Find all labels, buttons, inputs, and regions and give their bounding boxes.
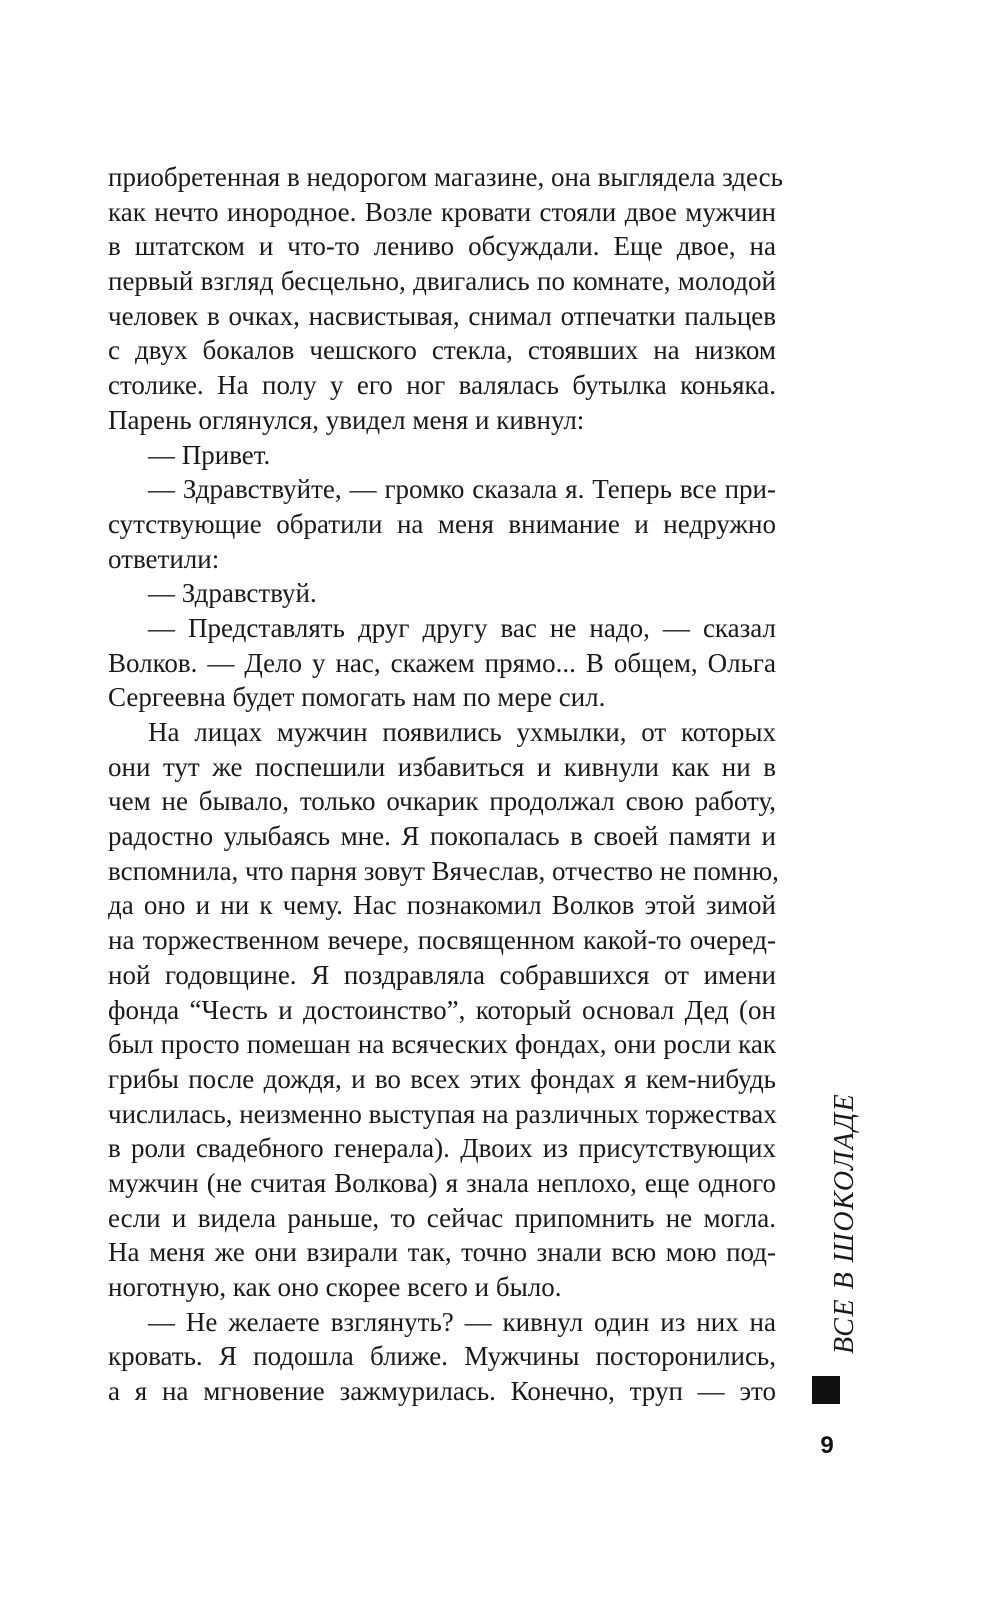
text-line: грибы после дождя, и во всех этих фондах я кем-нибудь [108, 1063, 776, 1094]
text-line: с двух бокалов чешского стекла, стоявших на низком [108, 335, 776, 366]
text-line: ной годовщине. Я поздравляла собравшихся от имени [108, 959, 776, 990]
text-line: радостно улыбаясь мне. Я покопалась в своей памяти и [108, 821, 776, 852]
section-marker-square [812, 1376, 840, 1404]
text-line: был просто помешан на всяческих фондах, они росли как [108, 1029, 776, 1060]
text-line: приобретенная в недорогом магазине, она выглядела здесь [108, 162, 783, 192]
text-line: вспомнила, что парня зовут Вячеслав, отчество не помню, [108, 855, 779, 886]
text-line: — Здравствуйте, — громко сказала я. Теперь все при- [148, 474, 776, 505]
text-line: да оно и ни к чему. Нас познакомил Волков этой зимой [108, 890, 776, 921]
text-line: Сергеевна будет помогать нам по мере сил. [108, 682, 606, 713]
text-line: а я на мгновение зажмурилась. Конечно, труп — это [108, 1376, 776, 1407]
text-line: ноготную, как оно скорее всего и было. [108, 1272, 562, 1302]
text-line: числилась, неизменно выступая на различных торжествах [108, 1098, 777, 1129]
text-line: — Представлять друг другу вас не надо, — сказал [148, 612, 776, 643]
text-line: человек в очках, насвистывая, снимал отпечатки пальцев [108, 300, 776, 331]
text-line: в штатском и что-то лениво обсуждали. Еще двое, на [108, 231, 776, 262]
book-text-block [108, 160, 783, 1409]
text-line: первый взгляд бесцельно, двигались по комнате, молодой [108, 266, 776, 297]
page-number: 9 [820, 1432, 834, 1459]
text-line: как нечто инородное. Возле кровати стояли двое мужчин [108, 196, 776, 227]
text-line: мужчин (не считая Волкова) я знала неплохо, еще одного [108, 1167, 776, 1198]
text-line: если и видела раньше, то сейчас припомнить не могла. [108, 1202, 776, 1233]
text-line: они тут же поспешили избавиться и кивнули как ни в [108, 751, 776, 782]
text-line: чем не бывало, только очкарик продолжал свою работу, [108, 786, 776, 817]
text-line: На лицах мужчин появились ухмылки, от которых [148, 717, 776, 747]
text-line: ответили: [108, 543, 220, 574]
text-line: — Не желаете взглянуть? — кивнул один из них на [148, 1306, 776, 1337]
text-line: столике. На полу у его ног валялась бутылка коньяка. [108, 370, 776, 401]
text-line: — Привет. [148, 439, 271, 470]
text-line: Волков. — Дело у нас, скажем прямо... В общем, Ольга [108, 647, 776, 678]
text-line: кровать. Я подошла ближе. Мужчины посторонились, [108, 1341, 776, 1372]
text-line: сутствующие обратили на меня внимание и недружно [108, 508, 776, 539]
text-line: фонда “Честь и достоинство”, который основал Дед (он [108, 994, 776, 1025]
text-line: На меня же они взирали так, точно знали всю мою под- [108, 1237, 776, 1268]
running-title: ВСЕ В ШОКОЛАДЕ [829, 1092, 860, 1354]
text-line: на торжественном вечере, посвященном какой-то очеред- [108, 925, 776, 956]
text-line: — Здравствуй. [148, 578, 317, 609]
text-line: в роли свадебного генерала). Двоих из присутствующих [108, 1133, 776, 1164]
text-line: Парень оглянулся, увидел меня и кивнул: [108, 404, 585, 435]
